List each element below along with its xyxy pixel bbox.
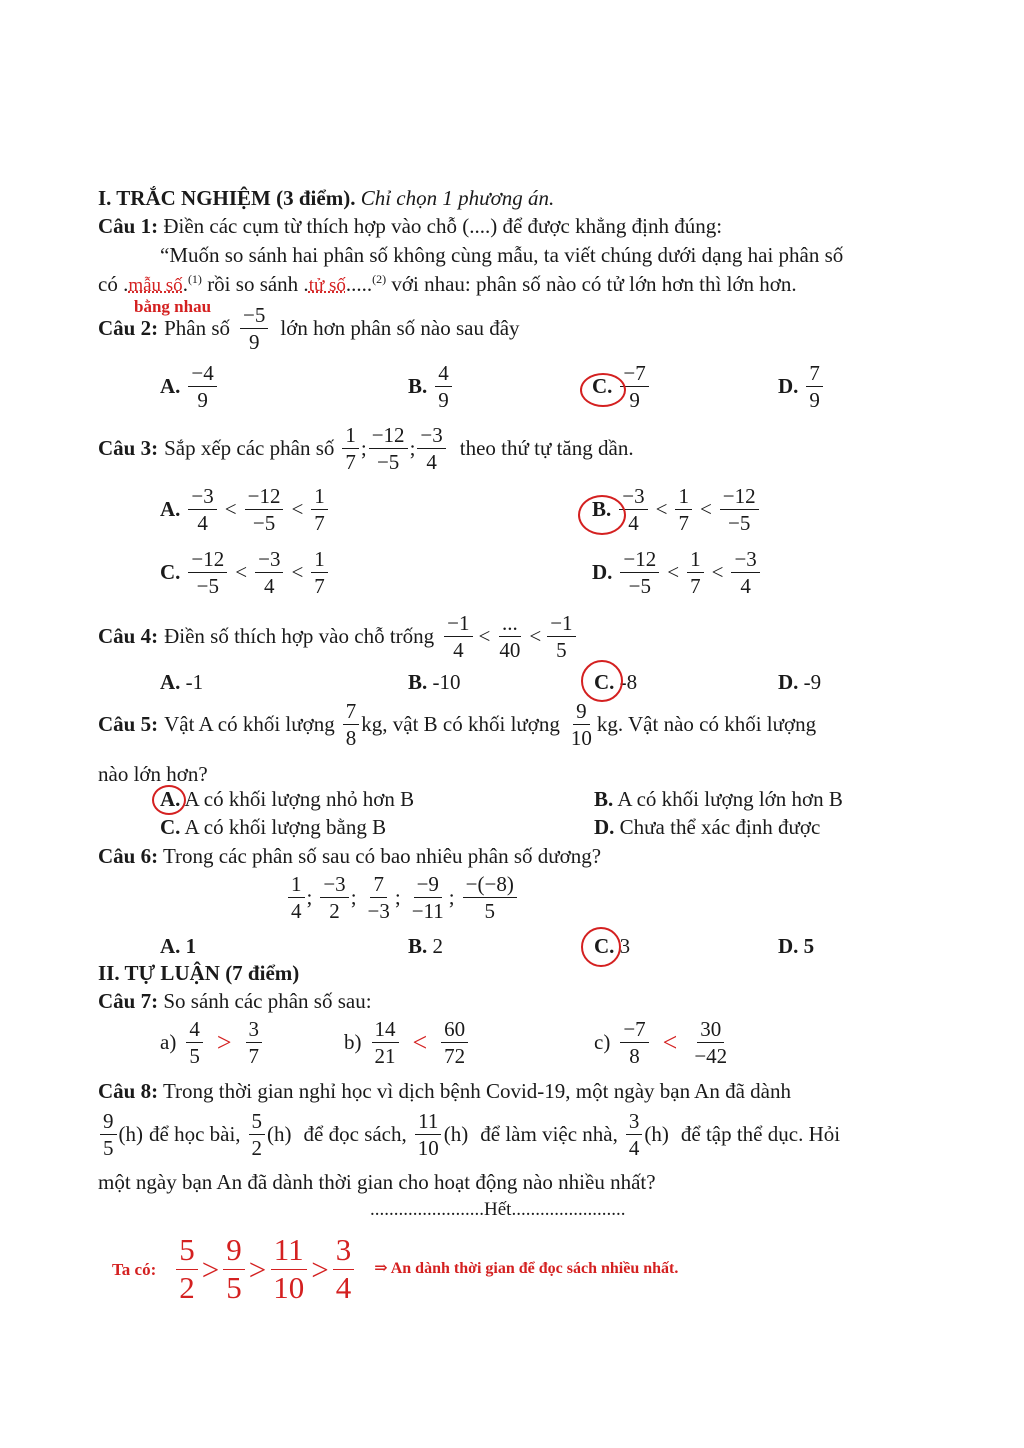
q1-quote: “Muốn so sánh hai phân số không cùng mẫu, ta viết chúng dưới dạng hai phân số — [160, 243, 844, 267]
q4-option-b: B. -10 — [408, 670, 461, 694]
q3-option-b: B. $\frac{-3}{4}$ < $\frac{1}{7}$ < $\frac{-12}{-5}$ — [592, 485, 761, 534]
q6-option-d: D. 5 — [778, 934, 815, 958]
end-marker: ........................Hết........................ — [370, 1199, 626, 1220]
answer-label: Ta có: — [112, 1259, 157, 1279]
q5-option-b: B. A có khối lượng lớn hơn B — [594, 787, 843, 811]
answer-line: Ta có: $\frac{5}{2}$ > $\frac{9}{5}$ > $\frac{11}{10}$ > $\frac{3}{4}$ ⇒ An dành thời gian để đọc sách nhiều nhất. — [112, 1232, 679, 1305]
q1-fill-1: mẫu số — [128, 275, 183, 296]
q1-fill-2: tử số — [308, 275, 346, 296]
q5-option-d: D. Chưa thể xác định được — [594, 815, 821, 839]
q6-option-a: A. 1 — [160, 934, 197, 958]
q3-option-c: C. $\frac{-12}{-5}$ < $\frac{-3}{4}$ < $\frac{1}{7}$ — [160, 548, 330, 597]
q4-answer-circle — [581, 660, 623, 702]
q5-stem: Câu 5: Vật A có khối lượng $\frac{7}{8}$ kg , vật B có khối lượng $\frac{9}{10}$ kg . Vật nào có khối lượng — [98, 699, 817, 751]
q5-line2: nào lớn hơn? — [98, 762, 208, 786]
q2-option-c: C. $\frac{-7}{9}$ — [592, 362, 651, 411]
q8-line2: $\frac{9}{5}$ (h) để học bài, $\frac{5}{2}$ (h) để đọc sách, $\frac{11}{10}$ (h) để làm việc nhà, $\frac{3}{4}$ (h) để tập thể dục. Hỏi — [98, 1110, 840, 1159]
q6-answer-circle — [581, 927, 621, 967]
q5-option-c: C. A có khối lượng bằng B — [160, 815, 387, 839]
q3-option-a: A. $\frac{-3}{4}$ < $\frac{-12}{-5}$ < $\frac{1}{7}$ — [160, 485, 330, 534]
q7-part-b: b) $\frac{14}{21}$ < $\frac{60}{72}$ — [344, 1018, 470, 1067]
answer-conclusion: ⇒ An dành thời gian để đọc sách nhiều nhất. — [374, 1260, 679, 1278]
q4-option-d: D. -9 — [778, 670, 822, 694]
q6-option-b: B. 2 — [408, 934, 444, 958]
q3-answer-circle — [578, 495, 626, 535]
q1-label: Câu 1: — [98, 214, 159, 238]
section-1-title: I. TRẮC NGHIỆM (3 điểm). Chỉ chọn 1 phương án. — [98, 186, 555, 210]
q7-stem: Câu 7: So sánh các phân số sau: — [98, 989, 372, 1013]
q3-option-d: D. $\frac{-12}{-5}$ < $\frac{1}{7}$ < $\frac{-3}{4}$ — [592, 548, 762, 597]
q2-stem: Câu 2: Phân số $\frac{-5}{9}$ lớn hơn phân số nào sau đây — [98, 303, 520, 355]
q2-option-a: A. $\frac{-4}{9}$ — [160, 362, 219, 411]
q1-line2: có .mẫu số.$^{(1)}$ rồi so sánh .tử số.....$^{(2)}$ với nhau: phân số nào có tử lớn hơn thì lớn hơn. — [98, 272, 797, 296]
q2-fraction: $\frac{-5}{9}$ — [240, 304, 268, 353]
q1-line1 — [98, 216, 722, 237]
q2-option-d: D. $\frac{7}{9}$ — [778, 362, 825, 411]
q6-option-c: C. 3 — [594, 934, 631, 958]
q4-stem: Câu 4: Điền số thích hợp vào chỗ trống $\frac{-1}{4}$ < $\frac{...}{40}$ < $\frac{-1}{5}$ — [98, 612, 578, 661]
q8-line3: một ngày bạn An đã dành thời gian cho hoạt động nào nhiều nhất? — [98, 1170, 656, 1194]
q2-option-b: B. $\frac{4}{9}$ — [408, 362, 454, 411]
q6-fractions: $\frac{1}{4}$ ; $\frac{-3}{2}$ ; $\frac{7}{-3}$ ; $\frac{-9}{-11}$ ; $\frac{-(-8)}{5}$ — [286, 873, 519, 922]
q4-option-c: C. -8 — [594, 670, 638, 694]
q4-option-a: A. -1 — [160, 670, 204, 694]
q1-text: Điền các cụm từ thích hợp vào chỗ (....) để được khẳng định đúng: — [163, 214, 723, 238]
section-2-title: II. TỰ LUẬN (7 điểm) — [98, 961, 300, 985]
q7-part-c: c) $\frac{-7}{8}$ < $\frac{30}{-42}$ — [594, 1017, 728, 1069]
q5-option-a: A. A có khối lượng nhỏ hơn B — [160, 787, 415, 811]
q8-line1: Câu 8: Trong thời gian nghỉ học vì dịch bệnh Covid-19, một ngày bạn An đã dành — [98, 1079, 791, 1103]
q1-annotation: bằng nhau — [134, 297, 212, 316]
section-1-note: Chỉ chọn 1 phương án. — [360, 186, 555, 210]
q6-stem: Câu 6: Trong các phân số sau có bao nhiêu phân số dương? — [98, 844, 602, 868]
q3-stem: Câu 3: Sắp xếp các phân số $\frac{1}{7}$ ; $\frac{-12}{-5}$ ; $\frac{-3}{4}$ theo thứ tự tăng dần. — [98, 423, 634, 475]
q7-part-a: a) $\frac{4}{5}$ > $\frac{3}{7}$ — [160, 1018, 264, 1067]
q2-answer-circle — [580, 373, 626, 407]
q5-answer-circle — [152, 785, 186, 815]
